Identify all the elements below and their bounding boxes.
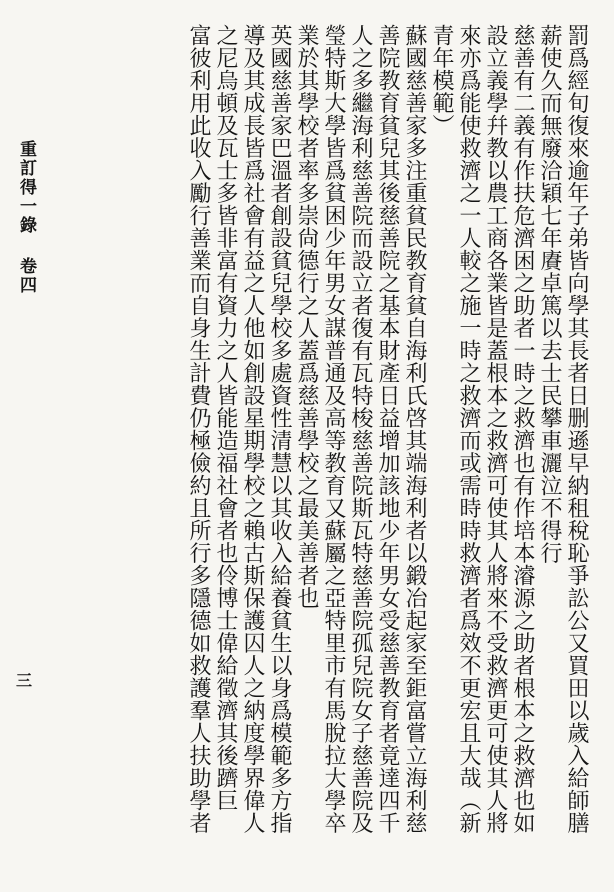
text-column: 薪使久而無廢洽穎七年賡卓篤以去士民攀車灑泣不得行 (537, 24, 562, 564)
text-column: 業於其學校者率多崇尙德行之人蓋爲慈善學校之最美善者也 (294, 24, 319, 609)
text-column: 之尼烏頓及瓦士多皆非富有資力之人皆能造福社會者也伶博士偉給徵濟其後躋巨 (213, 24, 238, 812)
text-column: 罰爲經旬復來逾年子弟皆向學其長者日删遜早納租稅恥爭訟公又買田以歲入給師膳 (564, 24, 589, 834)
book-title: 重訂得一錄 (16, 140, 36, 235)
text-column: 設立義學幷教以農工商各業皆是蓋根本之救濟可使其人將來不受救濟更可使其人將 (483, 24, 508, 834)
text-column: 瑩特斯大學皆爲貧困少年男女謀普通及高等教育又蘇屬之亞特里市有馬脫拉大學卒 (321, 24, 346, 834)
text-column: 善院教育貧兒其後慈善院之基本財產日益增加該地少年男女受慈善教育者竟達四千 (375, 24, 400, 834)
text-column: 青年模範） (429, 24, 454, 137)
text-column: 慈善有二義有作扶危濟困之助者一時之救濟也有作培本濬源之助者根本之救濟也如 (510, 24, 535, 834)
volume-label: 卷四 (16, 257, 36, 295)
text-column: 富彼利用此收入勵行善業而自身生計費仍極儉約且所行多隱德如救護羣人扶助學者 (186, 24, 211, 834)
page-number: 三 (16, 671, 33, 690)
text-column: 人之多繼海利慈善院而設立者復有瓦特梭慈善院斯瓦特慈善院孤兒院女子慈善院及 (348, 24, 373, 834)
text-column: 導及其成長皆爲社會有益之人他如創設星期學校之賴古斯保護囚人之納度學界偉人 (240, 24, 265, 834)
text-column: 來亦爲能使救濟之一人較之施一時之救濟而或需時時救濟者爲效不更宏且大哉（新 (456, 24, 481, 834)
text-column: 蘇國慈善家多注重貧民教育貧自海利氏啓其端海利者以鍛冶起家至鉅富嘗立海利慈 (402, 24, 427, 834)
running-header (14, 140, 39, 295)
main-text (185, 24, 590, 874)
text-column: 英國慈善家巴溫者創設貧兒學校多處資性清慧以其收入給養貧生以身爲模範多方指 (267, 24, 292, 834)
